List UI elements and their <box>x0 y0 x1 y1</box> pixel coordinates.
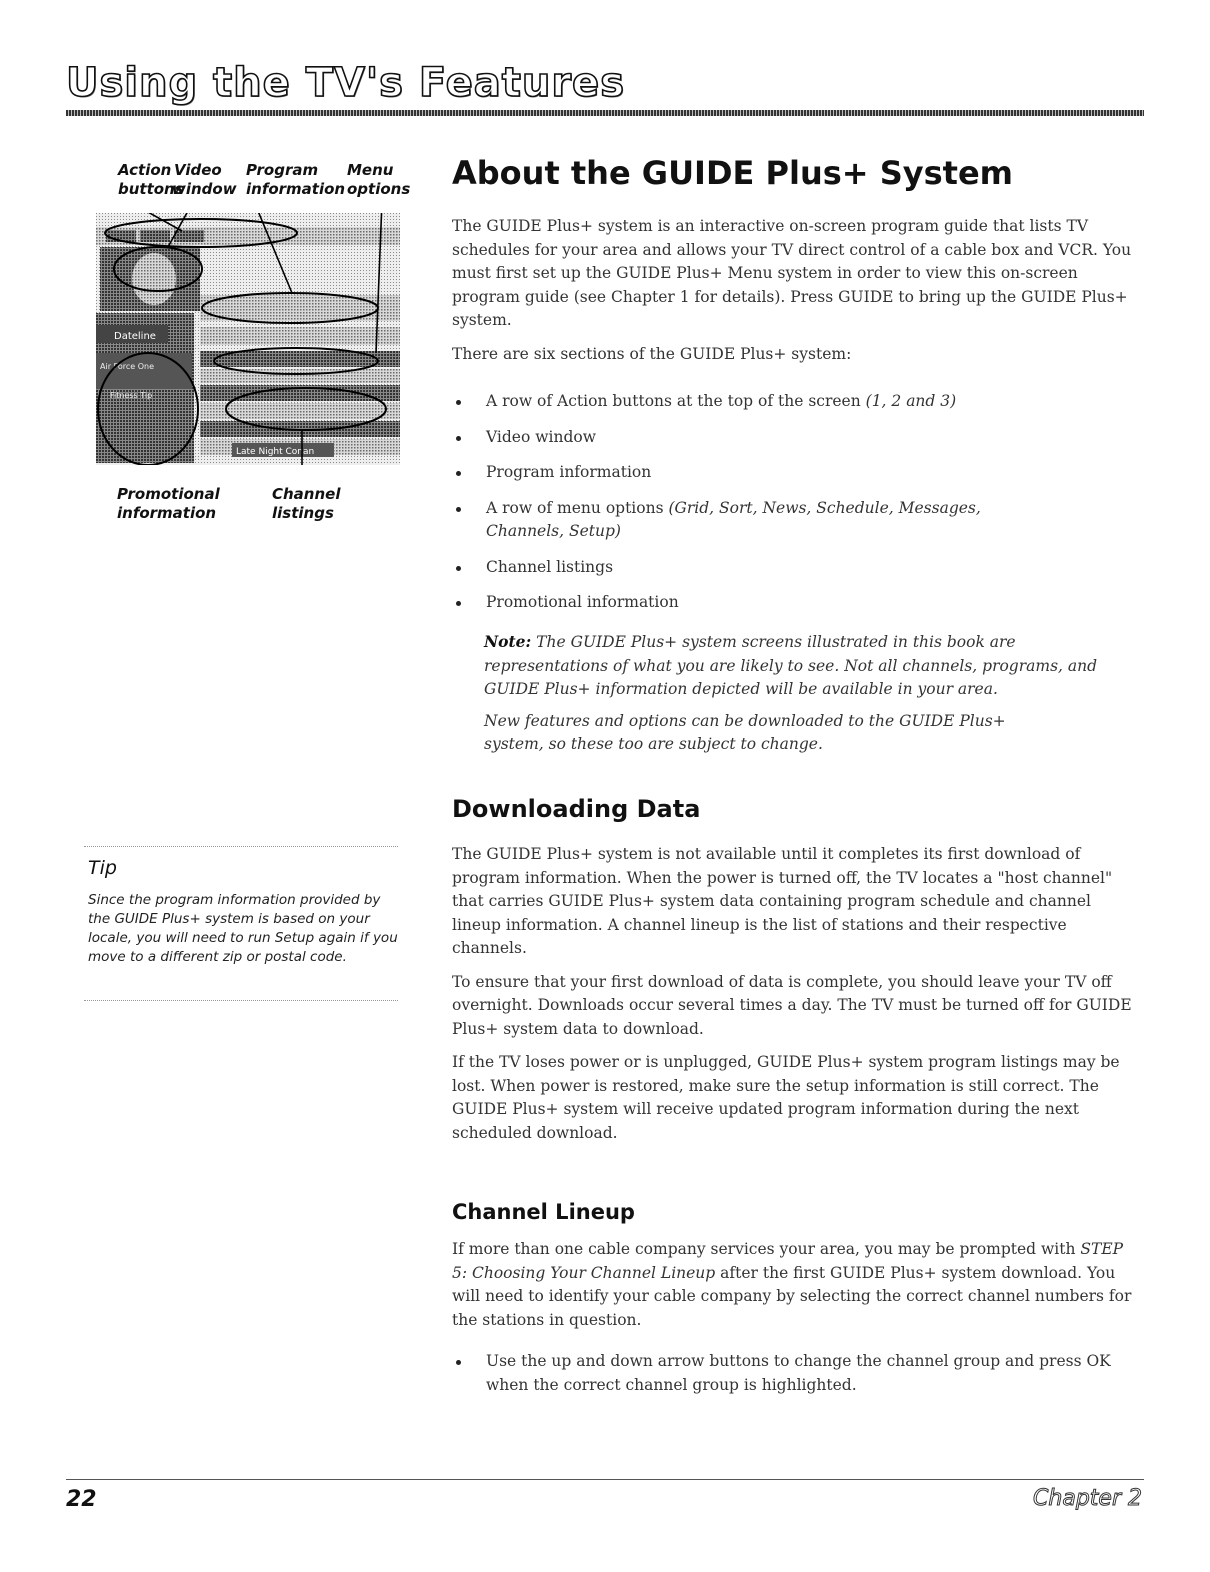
list-item: Promotional information <box>452 591 1142 615</box>
lineup-paragraph: If more than one cable company services your area, you may be prompted with STEP 5: Choosing Your Channel Lineup after the first GUIDE Plus+ system download. You will need to identify your cable company by selecting the correct channel numbers for the stations in question. <box>452 1240 1132 1329</box>
lineup-body <box>452 1238 1142 1332</box>
note-text: The GUIDE Plus+ system screens illustrated in this book are representations of what you are likely to see. Not all channels, programs, and GUIDE Plus+ information depicted will be available in your area. <box>484 633 1098 698</box>
tip-top-rule <box>84 846 398 847</box>
about-heading: About the GUIDE Plus+ System <box>452 154 1014 192</box>
downloading-paragraph: To ensure that your first download of data is complete, you should leave your TV off overnight. Downloads occur several times a day. The TV must be turned off for GUIDE Plus+ system data to download. <box>452 972 1132 1038</box>
list-item: Program information <box>452 461 1142 485</box>
tip-text: Since the program information provided by the GUIDE Plus+ system is based on your locale, you will need to run Setup again if you move to a different zip or postal code. <box>88 892 398 965</box>
note-label: Note: <box>484 632 532 651</box>
screen-listing-text: Late Night Conan <box>236 447 315 457</box>
label-video-window: Video window <box>172 161 237 198</box>
section-title: Using the TV's Features <box>66 60 625 106</box>
screen-promo-line2: Fitness Tip <box>110 391 153 400</box>
list-item: Use the up and down arrow buttons to change the channel group and press OK when the correct channel group is highlighted. <box>452 1350 1142 1397</box>
channel-lineup-heading: Channel Lineup <box>452 1200 635 1224</box>
list-item: Video window <box>452 426 1142 450</box>
about-intro <box>452 215 1142 366</box>
downloading-paragraph: The GUIDE Plus+ system is not available until it completes its first download of program information. When the power is turned off, the TV locates a "host channel" that carries GUIDE Plus+ system data containing program schedule and channel lineup information. A channel lineup is the list of stations and their respective channels. <box>452 845 1113 957</box>
about-paragraph: The GUIDE Plus+ system is an interactive on-screen program guide that lists TV schedules for your area and allows your TV direct control of a cable box and VCR. You must first set up the GUIDE Plus+ Menu system in order to view this on-screen program guide (see Chapter 1 for details). Press GUIDE to bring up the GUIDE Plus+ system. <box>452 217 1132 329</box>
downloading-paragraph: If the TV loses power or is unplugged, GUIDE Plus+ system program listings may be lost. When power is restored, make sure the setup information is still correct. The GUIDE Plus+ system will receive updated program information during the next scheduled download. <box>452 1053 1120 1142</box>
list-item: A row of Action buttons at the top of the screen (1, 2 and 3) <box>452 390 1142 414</box>
label-menu-options: Menu options <box>347 161 411 198</box>
chapter-label: Chapter 2 <box>1033 1486 1142 1511</box>
about-paragraph: There are six sections of the GUIDE Plus+ system: <box>452 344 852 363</box>
downloading-heading: Downloading Data <box>452 795 701 823</box>
note-block <box>484 630 1124 757</box>
tip-bottom-rule <box>84 1000 398 1001</box>
page-number: 22 <box>66 1487 97 1512</box>
lineup-list <box>452 1350 1142 1397</box>
list-item: Channel listings <box>452 556 1142 580</box>
note-text-2: New features and options can be downloaded to the GUIDE Plus+ system, so these too are subject to change. <box>484 711 1006 753</box>
tip-title: Tip <box>88 857 117 879</box>
label-action-buttons: Action buttons <box>118 161 184 198</box>
label-channel-listings: Channel listings <box>272 485 341 522</box>
header-rule <box>66 110 1144 116</box>
footer-rule <box>66 1479 1144 1480</box>
screen-dateline: Dateline <box>114 331 156 342</box>
label-promotional-information: Promotional information <box>117 485 220 522</box>
list-item: A row of menu options (Grid, Sort, News, Schedule, Messages, Channels, Setup) <box>452 497 1142 544</box>
sections-list <box>452 390 1142 615</box>
downloading-body <box>452 843 1142 1145</box>
guide-plus-screen-figure <box>96 213 400 465</box>
label-program-information: Program information <box>246 161 346 198</box>
screen-promo-line1: Air Force One <box>100 362 155 371</box>
